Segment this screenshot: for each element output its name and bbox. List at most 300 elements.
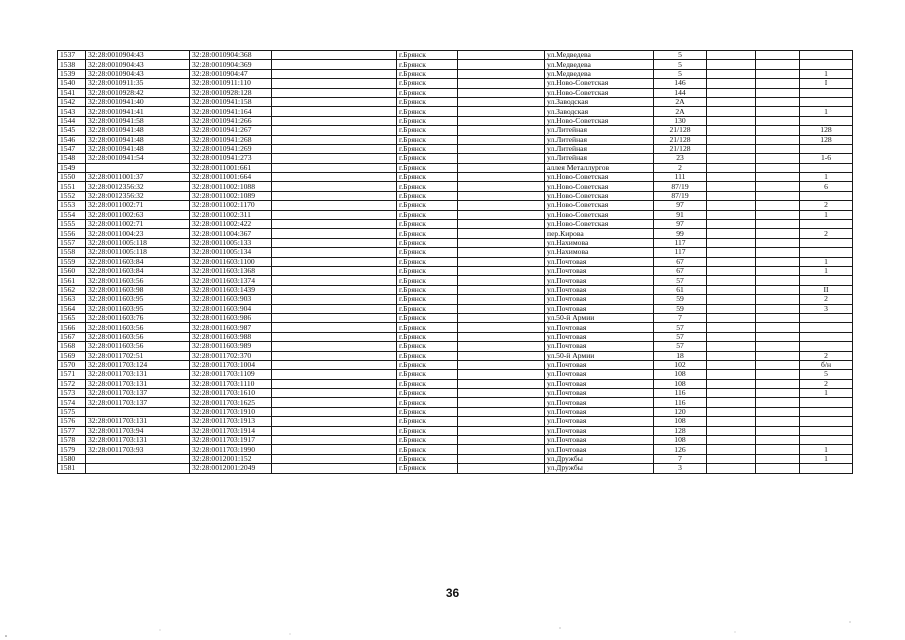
cadastral-number-cell: 32:28:0011005:133 [190, 238, 272, 247]
house-number-cell: 5 [654, 69, 707, 78]
city-cell: г.Брянск [397, 313, 458, 322]
cadastral-number-cell: 32:28:0011603:989 [190, 342, 272, 351]
city-cell: г.Брянск [397, 407, 458, 416]
property-table [57, 50, 853, 474]
blank-cell [756, 210, 800, 219]
blank-cell [707, 276, 756, 285]
city-cell: г.Брянск [397, 238, 458, 247]
table-row [58, 313, 853, 322]
blank-cell [707, 285, 756, 294]
row-number-cell: 1545 [58, 126, 86, 135]
city-cell: г.Брянск [397, 107, 458, 116]
apartment-cell: 1 [800, 445, 853, 454]
apartment-cell: 1 [800, 173, 853, 182]
row-number-cell: 1550 [58, 173, 86, 182]
house-number-cell: 2А [654, 107, 707, 116]
parent-cadastral-cell [86, 163, 190, 172]
table-row [58, 323, 853, 332]
blank-cell [272, 201, 397, 210]
house-number-cell: 117 [654, 238, 707, 247]
city-cell: г.Брянск [397, 417, 458, 426]
blank-cell [756, 69, 800, 78]
row-number-cell: 1570 [58, 360, 86, 369]
table-row [58, 107, 853, 116]
parent-cadastral-cell: 32:28:0011001:37 [86, 173, 190, 182]
blank-cell [458, 144, 545, 153]
apartment-cell [800, 276, 853, 285]
row-number-cell: 1551 [58, 182, 86, 191]
blank-cell [707, 389, 756, 398]
table-row [58, 417, 853, 426]
cadastral-number-cell: 32:28:0011002:422 [190, 220, 272, 229]
street-cell: ул.Почтовая [545, 342, 654, 351]
parent-cadastral-cell: 32:28:0011703:131 [86, 379, 190, 388]
street-cell: ул.Литейная [545, 126, 654, 135]
table-row [58, 144, 853, 153]
apartment-cell [800, 313, 853, 322]
blank-cell [707, 97, 756, 106]
blank-cell [707, 323, 756, 332]
row-number-cell: 1577 [58, 426, 86, 435]
apartment-cell: 2 [800, 229, 853, 238]
blank-cell [707, 360, 756, 369]
row-number-cell: 1576 [58, 417, 86, 426]
cadastral-number-cell: 32:28:0011001:664 [190, 173, 272, 182]
row-number-cell: 1537 [58, 51, 86, 60]
blank-cell [707, 426, 756, 435]
blank-cell [756, 229, 800, 238]
city-cell: г.Брянск [397, 257, 458, 266]
blank-cell [272, 445, 397, 454]
blank-cell [707, 201, 756, 210]
city-cell: г.Брянск [397, 79, 458, 88]
blank-cell [707, 454, 756, 463]
parent-cadastral-cell: 32:28:0010941:40 [86, 97, 190, 106]
blank-cell [458, 116, 545, 125]
city-cell: г.Брянск [397, 69, 458, 78]
apartment-cell: 2 [800, 201, 853, 210]
blank-cell [272, 182, 397, 191]
parent-cadastral-cell: 32:28:0010904:43 [86, 69, 190, 78]
city-cell: г.Брянск [397, 201, 458, 210]
apartment-cell: б/н [800, 360, 853, 369]
blank-cell [756, 332, 800, 341]
city-cell: г.Брянск [397, 248, 458, 257]
apartment-cell: 2 [800, 295, 853, 304]
blank-cell [272, 126, 397, 135]
house-number-cell: 120 [654, 407, 707, 416]
blank-cell [756, 60, 800, 69]
row-number-cell: 1558 [58, 248, 86, 257]
blank-cell [272, 257, 397, 266]
street-cell: ул.Ново-Советская [545, 201, 654, 210]
house-number-cell: 108 [654, 436, 707, 445]
table-row [58, 97, 853, 106]
table-row [58, 342, 853, 351]
blank-cell [458, 69, 545, 78]
blank-cell [756, 454, 800, 463]
parent-cadastral-cell: 32:28:0011005:118 [86, 238, 190, 247]
apartment-cell [800, 97, 853, 106]
row-number-cell: 1549 [58, 163, 86, 172]
parent-cadastral-cell: 32:28:0011703:131 [86, 417, 190, 426]
blank-cell [272, 351, 397, 360]
street-cell: ул.Почтовая [545, 398, 654, 407]
row-number-cell: 1571 [58, 370, 86, 379]
blank-cell [272, 238, 397, 247]
parent-cadastral-cell: 32:28:0011703:131 [86, 370, 190, 379]
blank-cell [272, 464, 397, 473]
blank-cell [272, 436, 397, 445]
blank-cell [756, 398, 800, 407]
blank-cell [458, 426, 545, 435]
blank-cell [707, 238, 756, 247]
city-cell: г.Брянск [397, 464, 458, 473]
cadastral-number-cell: 32:28:0012001:152 [190, 454, 272, 463]
table-row [58, 238, 853, 247]
house-number-cell: 2 [654, 163, 707, 172]
blank-cell [707, 88, 756, 97]
row-number-cell: 1568 [58, 342, 86, 351]
blank-cell [458, 88, 545, 97]
cadastral-number-cell: 32:28:0011603:987 [190, 323, 272, 332]
cadastral-number-cell: 32:28:0011703:1917 [190, 436, 272, 445]
city-cell: г.Брянск [397, 398, 458, 407]
street-cell: ул.Ново-Советская [545, 210, 654, 219]
apartment-cell [800, 398, 853, 407]
table-row [58, 398, 853, 407]
city-cell: г.Брянск [397, 304, 458, 313]
house-number-cell: 3 [654, 464, 707, 473]
cadastral-number-cell: 32:28:0011603:903 [190, 295, 272, 304]
street-cell: ул.Медведева [545, 69, 654, 78]
street-cell: ул.Ново-Советская [545, 182, 654, 191]
table-row [58, 370, 853, 379]
blank-cell [272, 88, 397, 97]
city-cell: г.Брянск [397, 332, 458, 341]
house-number-cell: 128 [654, 426, 707, 435]
house-number-cell: 59 [654, 295, 707, 304]
city-cell: г.Брянск [397, 323, 458, 332]
cadastral-number-cell: 32:28:0010941:267 [190, 126, 272, 135]
street-cell: ул.Ново-Советская [545, 88, 654, 97]
blank-cell [756, 173, 800, 182]
parent-cadastral-cell: 32:28:0011603:95 [86, 304, 190, 313]
scan-specks [0, 616, 905, 640]
blank-cell [756, 248, 800, 257]
blank-cell [707, 229, 756, 238]
parent-cadastral-cell: 32:28:0011603:56 [86, 276, 190, 285]
blank-cell [707, 304, 756, 313]
blank-cell [707, 182, 756, 191]
house-number-cell: 67 [654, 266, 707, 275]
table-row [58, 51, 853, 60]
parent-cadastral-cell: 32:28:0010941:54 [86, 154, 190, 163]
street-cell: ул.Ново-Советская [545, 191, 654, 200]
blank-cell [458, 107, 545, 116]
house-number-cell: 61 [654, 285, 707, 294]
cadastral-number-cell: 32:28:0011702:370 [190, 351, 272, 360]
blank-cell [272, 107, 397, 116]
blank-cell [272, 210, 397, 219]
apartment-cell [800, 248, 853, 257]
street-cell: ул.Медведева [545, 60, 654, 69]
blank-cell [272, 389, 397, 398]
blank-cell [458, 342, 545, 351]
apartment-cell [800, 407, 853, 416]
cadastral-number-cell: 32:28:0010941:268 [190, 135, 272, 144]
table-row [58, 276, 853, 285]
table-row [58, 248, 853, 257]
street-cell: ул.Литейная [545, 144, 654, 153]
blank-cell [272, 135, 397, 144]
parent-cadastral-cell [86, 454, 190, 463]
parent-cadastral-cell: 32:28:0011703:137 [86, 398, 190, 407]
blank-cell [458, 210, 545, 219]
blank-cell [756, 97, 800, 106]
house-number-cell: 144 [654, 88, 707, 97]
street-cell: ул.Почтовая [545, 436, 654, 445]
blank-cell [707, 191, 756, 200]
cadastral-number-cell: 32:28:0010941:273 [190, 154, 272, 163]
table-row [58, 332, 853, 341]
table-row [58, 285, 853, 294]
parent-cadastral-cell: 32:28:0011703:94 [86, 426, 190, 435]
table-row [58, 426, 853, 435]
house-number-cell: 18 [654, 351, 707, 360]
row-number-cell: 1553 [58, 201, 86, 210]
row-number-cell: 1555 [58, 220, 86, 229]
blank-cell [756, 276, 800, 285]
city-cell: г.Брянск [397, 436, 458, 445]
page-number: 36 [445, 586, 460, 600]
house-number-cell: 146 [654, 79, 707, 88]
city-cell: г.Брянск [397, 116, 458, 125]
city-cell: г.Брянск [397, 135, 458, 144]
blank-cell [458, 154, 545, 163]
house-number-cell: 7 [654, 313, 707, 322]
blank-cell [272, 285, 397, 294]
parent-cadastral-cell: 32:28:0010941:41 [86, 107, 190, 116]
blank-cell [272, 342, 397, 351]
blank-cell [458, 454, 545, 463]
cadastral-number-cell: 32:28:0010941:269 [190, 144, 272, 153]
blank-cell [756, 107, 800, 116]
blank-cell [272, 248, 397, 257]
cadastral-number-cell: 32:28:0011703:1110 [190, 379, 272, 388]
row-number-cell: 1579 [58, 445, 86, 454]
table-row [58, 163, 853, 172]
apartment-cell: 2 [800, 379, 853, 388]
city-cell: г.Брянск [397, 88, 458, 97]
blank-cell [707, 248, 756, 257]
apartment-cell [800, 51, 853, 60]
street-cell: ул.Почтовая [545, 266, 654, 275]
table-row [58, 407, 853, 416]
blank-cell [458, 229, 545, 238]
apartment-cell: 1 [800, 454, 853, 463]
house-number-cell: 21/128 [654, 135, 707, 144]
table-row [58, 464, 853, 473]
city-cell: г.Брянск [397, 229, 458, 238]
blank-cell [707, 126, 756, 135]
table-row [58, 229, 853, 238]
apartment-cell [800, 323, 853, 332]
row-number-cell: 1552 [58, 191, 86, 200]
parent-cadastral-cell: 32:28:0011603:84 [86, 266, 190, 275]
table-row [58, 88, 853, 97]
parent-cadastral-cell: 32:28:0010911:35 [86, 79, 190, 88]
street-cell: ул.Почтовая [545, 407, 654, 416]
house-number-cell: 116 [654, 398, 707, 407]
city-cell: г.Брянск [397, 60, 458, 69]
street-cell: ул.Почтовая [545, 276, 654, 285]
row-number-cell: 1573 [58, 389, 86, 398]
cadastral-number-cell: 32:28:0011703:1109 [190, 370, 272, 379]
city-cell: г.Брянск [397, 163, 458, 172]
apartment-cell: 128 [800, 126, 853, 135]
city-cell: г.Брянск [397, 191, 458, 200]
street-cell: ул.Почтовая [545, 295, 654, 304]
cadastral-number-cell: 32:28:0010904:369 [190, 60, 272, 69]
blank-cell [707, 417, 756, 426]
cadastral-number-cell: 32:28:0012001:2049 [190, 464, 272, 473]
row-number-cell: 1556 [58, 229, 86, 238]
row-number-cell: 1574 [58, 398, 86, 407]
city-cell: г.Брянск [397, 144, 458, 153]
blank-cell [756, 201, 800, 210]
blank-cell [272, 379, 397, 388]
street-cell: ул.Ново-Советская [545, 173, 654, 182]
table-row [58, 191, 853, 200]
house-number-cell: 116 [654, 389, 707, 398]
parent-cadastral-cell: 32:28:0011005:118 [86, 248, 190, 257]
street-cell: ул.Заводская [545, 107, 654, 116]
parent-cadastral-cell: 32:28:0010941:48 [86, 126, 190, 135]
table-row [58, 154, 853, 163]
parent-cadastral-cell: 32:28:0010904:43 [86, 60, 190, 69]
row-number-cell: 1559 [58, 257, 86, 266]
blank-cell [458, 332, 545, 341]
house-number-cell: 2А [654, 97, 707, 106]
cadastral-number-cell: 32:28:0011603:986 [190, 313, 272, 322]
row-number-cell: 1562 [58, 285, 86, 294]
blank-cell [756, 182, 800, 191]
cadastral-number-cell: 32:28:0011005:134 [190, 248, 272, 257]
street-cell: ул.50-й Армии [545, 313, 654, 322]
house-number-cell: 108 [654, 417, 707, 426]
blank-cell [458, 398, 545, 407]
house-number-cell: 97 [654, 201, 707, 210]
blank-cell [707, 266, 756, 275]
blank-cell [458, 51, 545, 60]
city-cell: г.Брянск [397, 266, 458, 275]
blank-cell [707, 370, 756, 379]
blank-cell [756, 154, 800, 163]
cadastral-number-cell: 32:28:0011703:1610 [190, 389, 272, 398]
blank-cell [707, 116, 756, 125]
city-cell: г.Брянск [397, 389, 458, 398]
blank-cell [272, 79, 397, 88]
street-cell: ул.Ново-Советская [545, 220, 654, 229]
blank-cell [756, 389, 800, 398]
blank-cell [707, 436, 756, 445]
table-row [58, 389, 853, 398]
blank-cell [458, 191, 545, 200]
parent-cadastral-cell: 32:28:0011603:76 [86, 313, 190, 322]
blank-cell [707, 60, 756, 69]
blank-cell [458, 370, 545, 379]
row-number-cell: 1546 [58, 135, 86, 144]
apartment-cell: 128 [800, 135, 853, 144]
parent-cadastral-cell: 32:28:0011703:137 [86, 389, 190, 398]
row-number-cell: 1567 [58, 332, 86, 341]
blank-cell [458, 257, 545, 266]
blank-cell [272, 417, 397, 426]
apartment-cell [800, 88, 853, 97]
city-cell: г.Брянск [397, 182, 458, 191]
house-number-cell: 5 [654, 60, 707, 69]
blank-cell [272, 229, 397, 238]
street-cell: ул.Почтовая [545, 379, 654, 388]
parent-cadastral-cell: 32:28:0010928:42 [86, 88, 190, 97]
blank-cell [272, 191, 397, 200]
blank-cell [756, 464, 800, 473]
blank-cell [707, 210, 756, 219]
city-cell: г.Брянск [397, 445, 458, 454]
table-row [58, 304, 853, 313]
blank-cell [756, 257, 800, 266]
parent-cadastral-cell: 32:28:0010904:43 [86, 51, 190, 60]
house-number-cell: 7 [654, 454, 707, 463]
table-row [58, 351, 853, 360]
cadastral-number-cell: 32:28:0010928:128 [190, 88, 272, 97]
row-number-cell: 1543 [58, 107, 86, 116]
city-cell: г.Брянск [397, 295, 458, 304]
house-number-cell: 99 [654, 229, 707, 238]
blank-cell [272, 295, 397, 304]
apartment-cell: 1 [800, 69, 853, 78]
row-number-cell: 1561 [58, 276, 86, 285]
city-cell: г.Брянск [397, 51, 458, 60]
cadastral-number-cell: 32:28:0011603:1100 [190, 257, 272, 266]
apartment-cell [800, 464, 853, 473]
parent-cadastral-cell: 32:28:0012356:32 [86, 182, 190, 191]
apartment-cell [800, 332, 853, 341]
blank-cell [756, 285, 800, 294]
table-row [58, 220, 853, 229]
blank-cell [458, 436, 545, 445]
blank-cell [707, 295, 756, 304]
blank-cell [272, 51, 397, 60]
apartment-cell: 1 [800, 210, 853, 219]
apartment-cell: 3 [800, 304, 853, 313]
city-cell: г.Брянск [397, 220, 458, 229]
table-row [58, 257, 853, 266]
house-number-cell: 126 [654, 445, 707, 454]
table-row [58, 201, 853, 210]
cadastral-number-cell: 32:28:0011004:367 [190, 229, 272, 238]
blank-cell [707, 220, 756, 229]
blank-cell [272, 173, 397, 182]
parent-cadastral-cell: 32:28:0011702:51 [86, 351, 190, 360]
cadastral-number-cell: 32:28:0011002:1089 [190, 191, 272, 200]
blank-cell [707, 163, 756, 172]
street-cell: ул.Почтовая [545, 445, 654, 454]
row-number-cell: 1547 [58, 144, 86, 153]
city-cell: г.Брянск [397, 276, 458, 285]
table-row [58, 126, 853, 135]
